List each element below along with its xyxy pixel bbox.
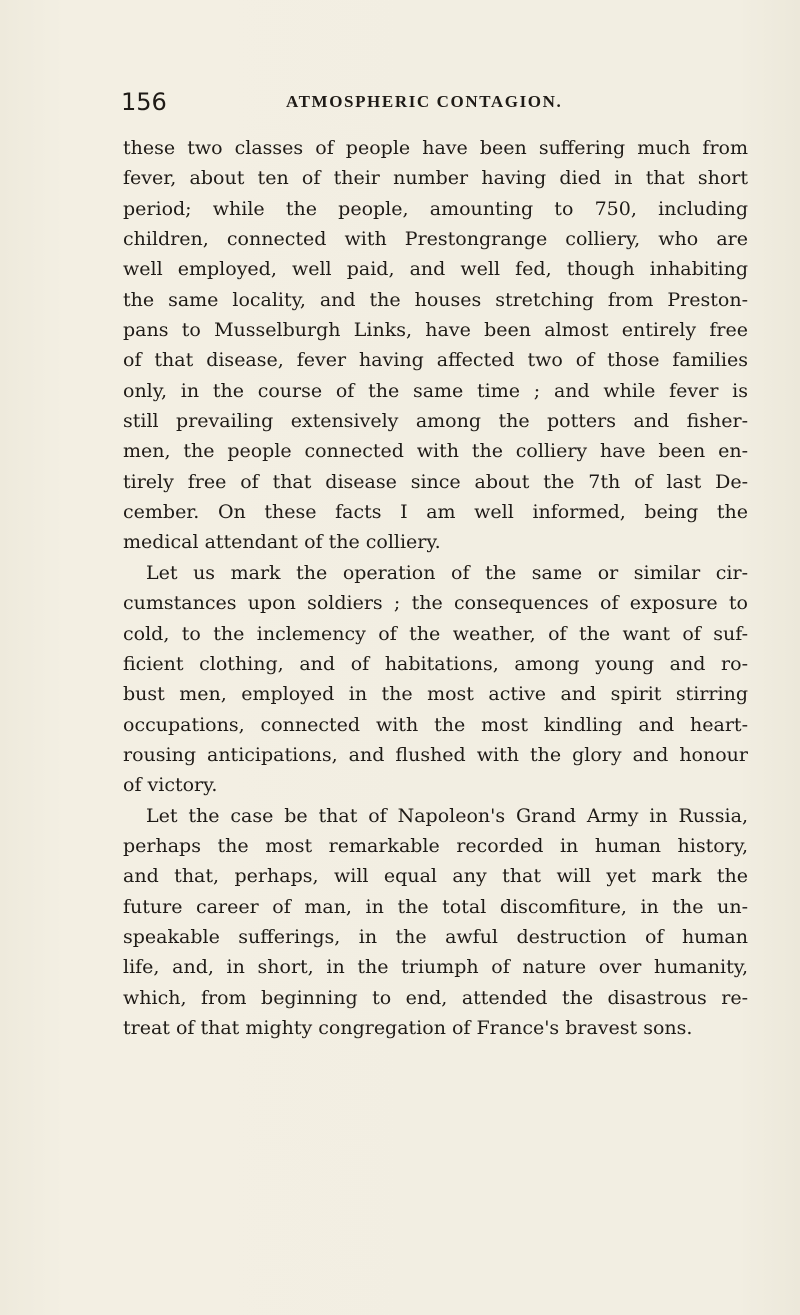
text-line-21: rousing anticipations, and flushed with the glory and honour (123, 743, 748, 766)
page-header (121, 88, 741, 122)
text-line-1: these two classes of people have been suffering much from (123, 137, 748, 159)
text-line-23: Let the case be that of Napoleon's Grand Army in Russia, (146, 804, 748, 827)
text-line-4: children, connected with Prestongrange colliery, who are (123, 228, 748, 251)
text-line-28: life, and, in short, in the triumph of nature over humanity, (123, 956, 748, 979)
text-line-24: perhaps the most remarkable recorded in human history, (123, 834, 748, 857)
text-line-27: speakable sufferings, in the awful destruction of human (123, 925, 748, 948)
text-line-8: of that disease, fever having affected two of those families (123, 349, 748, 372)
body-text (123, 133, 748, 1043)
text-line-6: the same locality, and the houses stretching from Preston- (123, 288, 748, 311)
text-line-19: bust men, employed in the most active and spirit stirring (123, 683, 748, 706)
text-line-14: medical attendant of the colliery. (123, 531, 441, 554)
text-line-16: cumstances upon soldiers ; the consequences of exposure to (123, 592, 748, 615)
text-line-20: occupations, connected with the most kindling and heart- (123, 713, 748, 736)
text-line-17: cold, to the inclemency of the weather, of the want of suf- (123, 622, 748, 645)
text-line-2: fever, about ten of their number having died in that short (123, 167, 748, 190)
paragraph-1 (123, 133, 748, 558)
text-line-7: pans to Musselburgh Links, have been almost entirely free (123, 319, 748, 342)
text-line-12: tirely free of that disease since about the 7th of last De- (123, 470, 748, 493)
paragraph-2 (123, 558, 748, 801)
text-line-5: well employed, well paid, and well fed, though inhabiting (123, 258, 748, 281)
text-line-11: men, the people connected with the colliery have been en- (123, 440, 748, 463)
text-line-15: Let us mark the operation of the same or similar cir- (146, 561, 748, 584)
text-line-10: still prevailing extensively among the potters and fisher- (123, 410, 748, 433)
text-line-29: which, from beginning to end, attended the disastrous re- (123, 986, 748, 1009)
text-line-18: ficient clothing, and of habitations, among young and ro- (123, 652, 748, 675)
text-line-3: period; while the people, amounting to 750, including (123, 197, 748, 220)
text-line-25: and that, perhaps, will equal any that will yet mark the (123, 865, 748, 888)
text-line-26: future career of man, in the total discomfiture, in the un- (123, 895, 748, 918)
text-line-9: only, in the course of the same time ; and while fever is (123, 379, 748, 402)
running-title: ATMOSPHERIC CONTAGION. (286, 92, 563, 111)
text-line-22: of victory. (123, 774, 218, 797)
paragraph-3 (123, 801, 748, 1044)
text-line-13: cember. On these facts I am well informed, being the (123, 501, 748, 524)
text-line-30: treat of that mighty congregation of France's bravest sons. (123, 1016, 693, 1039)
page-number: 156 (121, 88, 167, 116)
